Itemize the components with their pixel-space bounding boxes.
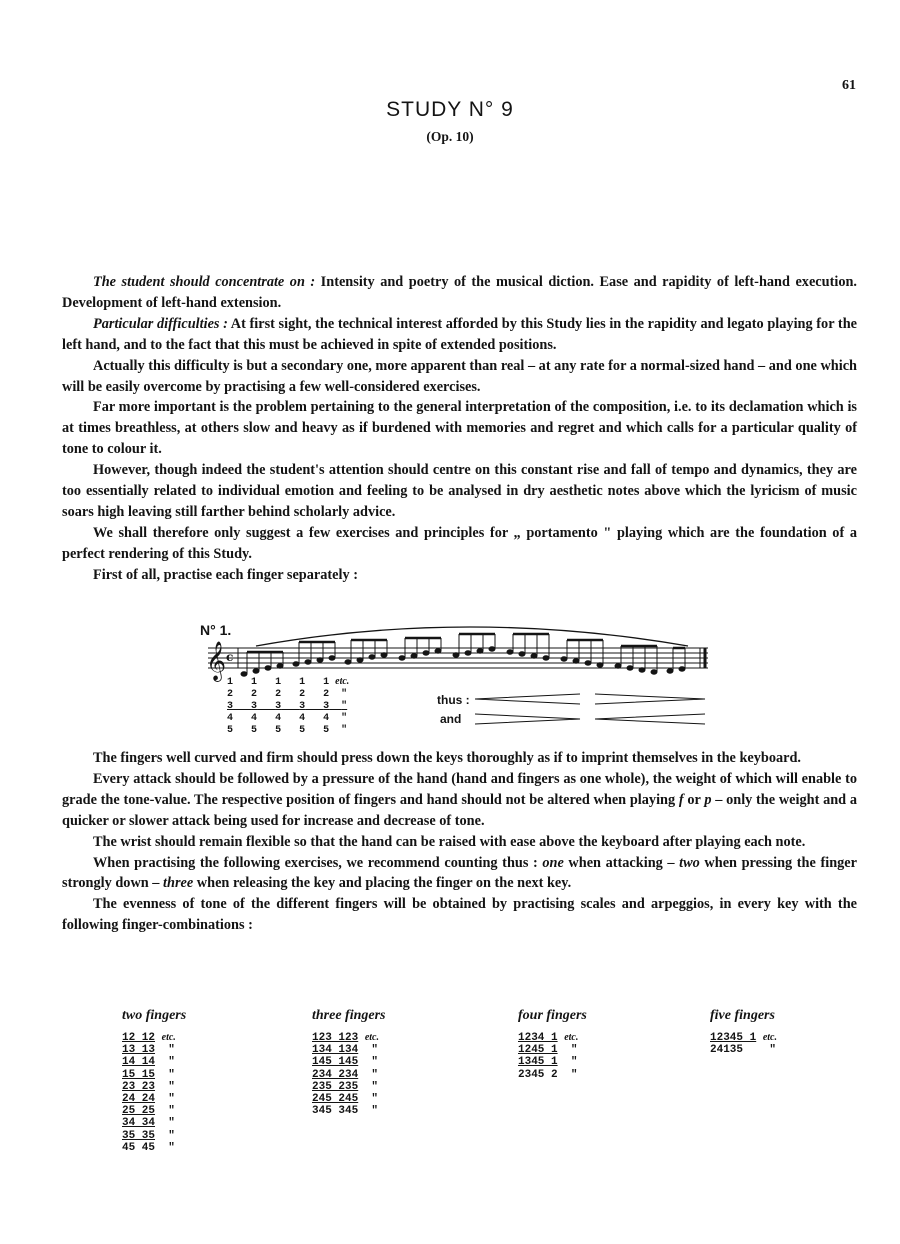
list-item: 24135 ": [710, 1044, 777, 1057]
note-group: [615, 646, 657, 674]
list-item: 345 345 ": [312, 1105, 379, 1118]
list-item: 23 23 ": [122, 1080, 175, 1093]
list-item: 14 14 ": [122, 1056, 175, 1069]
column-five-fingers: [710, 1008, 777, 1056]
list-item: 25 25 ": [122, 1105, 175, 1118]
etc-label: etc.: [335, 676, 350, 687]
fingering-row: 4 4 4 4 4 ": [227, 713, 348, 724]
column-three-fingers: [312, 1008, 386, 1117]
list-item: 15 15 ": [122, 1068, 175, 1081]
list-item: 235 235 ": [312, 1080, 379, 1093]
fingering-row: 2 2 2 2 2 ": [227, 689, 348, 700]
crescendo-icon: [595, 714, 705, 724]
list-item: 145 145 ": [312, 1056, 379, 1069]
paragraph: When practising the following exercises, we recommend counting thus : one when attacking – two when pressing the finger strongly down – three when releasing the key and placing the finger on the next key.: [62, 854, 857, 892]
treble-clef-icon: 𝄞: [206, 641, 227, 681]
instructions-text: [62, 748, 857, 936]
time-signature-icon: c: [226, 650, 234, 664]
column-heading: three fingers: [312, 1008, 386, 1023]
fingering-row: 3 3 3 3 3 ": [227, 701, 348, 712]
fingering-table: [227, 676, 349, 737]
paragraph: First of all, practise each finger separately :: [93, 566, 358, 583]
crescendo-icon: [475, 694, 580, 704]
thus-label: thus :: [437, 693, 470, 707]
paragraph-lead: Particular difficulties :: [93, 315, 228, 332]
and-label: and: [440, 712, 462, 726]
list-item: 34 34 ": [122, 1117, 175, 1130]
paragraph: The wrist should remain flexible so that the hand can be raised with ease above the keyboard after playing each note.: [93, 833, 806, 850]
note-group: [345, 640, 387, 664]
paragraph: The fingers well curved and firm should press down the keys thoroughly as if to imprint themselves in the keyboard.: [93, 750, 802, 766]
list-item: 134 134 ": [312, 1044, 379, 1057]
fingering-row: 5 5 5 5 5 ": [227, 725, 348, 736]
intro-text: [62, 272, 857, 586]
list-item: 13 13 ": [122, 1044, 175, 1057]
list-item: 24 24 ": [122, 1093, 175, 1106]
decrescendo-icon: [475, 714, 580, 724]
list-item: 234 234 ": [312, 1068, 379, 1081]
paragraph: Every attack should be followed by a pressure of the hand (hand and fingers as one whole), the weight of which will enable to grade the tone-value. The respective position of fingers and hand should not be altered when playing f or p – only the weight and a quicker or slower attack being used for increase and decrease of tone.: [62, 770, 857, 829]
paragraph: However, though indeed the student's attention should centre on this constant rise and fall of tempo and dynamics, they are too essentially related to individual emotion and feeling to be analysed in dry aesthetic notes above which the lyricism of music soars high leaving still farther behind scholarly advice.: [62, 462, 857, 520]
column-four-fingers: [518, 1008, 587, 1081]
note-group: [399, 638, 441, 660]
list-item: 1345 1 ": [518, 1056, 578, 1069]
page-subtitle: (Op. 10): [426, 129, 474, 144]
list-item: 123 123 etc.: [312, 1032, 379, 1044]
paragraph: [62, 314, 857, 356]
page-number: 61: [842, 78, 856, 93]
paragraph: We shall therefore only suggest a few exercises and principles for „ portamento " playing which are the foundation of a perfect rendering of this Study.: [62, 524, 857, 562]
list-item: 1245 1 ": [518, 1044, 578, 1057]
column-heading: four fingers: [518, 1008, 587, 1023]
list-item: 12345 1 etc.: [710, 1032, 777, 1044]
column-heading: two fingers: [122, 1008, 187, 1023]
column-two-fingers: [122, 1008, 186, 1154]
decrescendo-icon: [595, 694, 705, 704]
note-groups: [241, 634, 685, 676]
note-group: [507, 634, 549, 660]
list-item: 12 12 etc.: [122, 1032, 176, 1044]
paragraph-text: Intensity and poetry of the musical diction. Ease and rapidity of left-hand execution. Development of left-hand extension.: [62, 274, 857, 311]
list-item: 1234 1 etc.: [518, 1032, 579, 1044]
list-item: 2345 2 ": [518, 1068, 578, 1081]
paragraph: [62, 272, 857, 314]
fingering-row: 1 1 1 1 1 etc.: [227, 676, 350, 688]
paragraph: Actually this difficulty is but a secondary one, more apparent than real – at any rate for a normal-sized hand – and one which will be easily overcome by practising a few well-considered exercises.: [62, 357, 857, 395]
list-item: 245 245 ": [312, 1093, 379, 1106]
note-group: [241, 652, 283, 676]
list-item: 35 35 ": [122, 1129, 175, 1142]
note-group: [667, 648, 685, 673]
dynamics-hairpins: [475, 690, 715, 730]
example-label: N° 1.: [200, 622, 232, 638]
paragraph: Far more important is the problem pertaining to the general interpretation of the composition, i.e. to its declamation which is at times breathless, at others slow and heavy as if burdened with memories and regret and which calls for a particular quality of tone to colour it.: [62, 399, 857, 458]
paragraph-text: At first sight, the technical interest afforded by this Study lies in the rapidity and legato playing for the left hand, and to the fact that this must be achieved in spite of extended positions.: [62, 315, 857, 353]
paragraph: The evenness of tone of the different fingers will be obtained by practising scales and arpeggios, in every key with the following finger-combinations :: [62, 896, 857, 934]
note-group: [453, 634, 495, 657]
page-title: STUDY N° 9: [386, 98, 514, 121]
list-item: 45 45 ": [122, 1141, 175, 1154]
paragraph-lead: The student should concentrate on :: [93, 274, 316, 290]
column-heading: five fingers: [710, 1008, 775, 1023]
